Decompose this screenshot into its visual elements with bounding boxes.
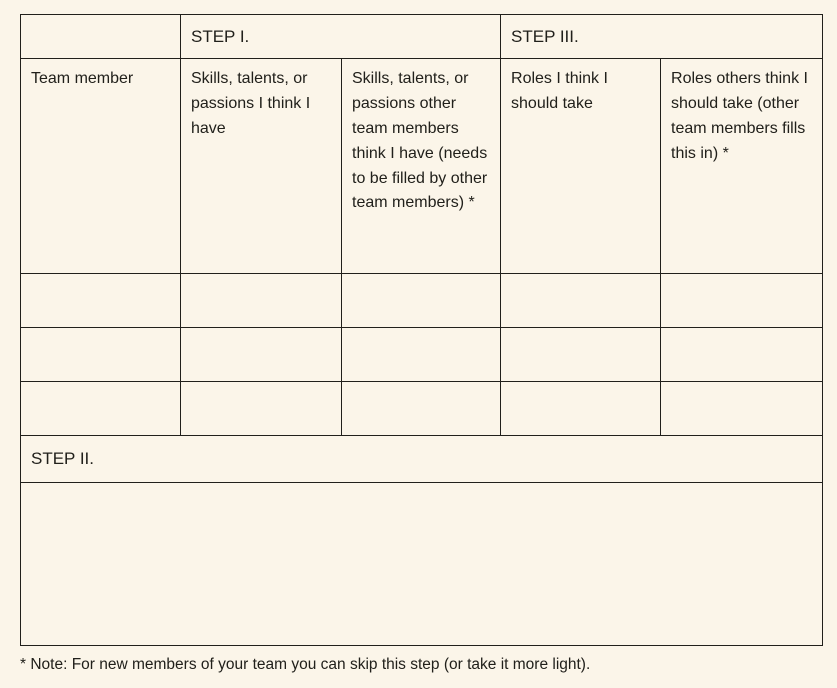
entry-cell[interactable] xyxy=(342,382,501,436)
entry-cell[interactable] xyxy=(661,382,823,436)
entry-cell[interactable] xyxy=(501,382,661,436)
entry-row xyxy=(21,382,823,436)
column-header-team-member xyxy=(21,59,181,274)
step3-label: STEP III. xyxy=(511,27,579,46)
column-header-roles-others-think xyxy=(661,59,823,274)
column-header-label: Roles I think I should take xyxy=(511,70,608,113)
column-header-label: Skills, talents, or passions other team members think I have (needs to be filled by other team members) * xyxy=(352,70,488,212)
team-roles-table xyxy=(20,14,823,646)
entry-row xyxy=(21,328,823,382)
entry-cell[interactable] xyxy=(342,328,501,382)
step1-header-cell xyxy=(181,15,501,59)
column-header-skills-others-think xyxy=(342,59,501,274)
column-header-row xyxy=(21,59,823,274)
corner-cell xyxy=(21,15,181,59)
entry-cell[interactable] xyxy=(21,382,181,436)
column-header-label: Skills, talents, or passions I think I have xyxy=(191,70,311,137)
entry-cell[interactable] xyxy=(501,274,661,328)
step-header-row xyxy=(21,15,823,59)
entry-cell[interactable] xyxy=(181,328,342,382)
column-header-skills-i-think xyxy=(181,59,342,274)
entry-cell[interactable] xyxy=(21,328,181,382)
column-header-label: Roles others think I should take (other team members fills this in) * xyxy=(671,70,808,162)
entry-cell[interactable] xyxy=(21,274,181,328)
entry-cell[interactable] xyxy=(181,274,342,328)
column-header-label: Team member xyxy=(31,70,134,88)
step2-label: STEP II. xyxy=(31,449,94,469)
entry-cell[interactable] xyxy=(181,382,342,436)
step2-header-cell xyxy=(21,436,823,483)
step3-header-cell xyxy=(501,15,823,59)
entry-cell[interactable] xyxy=(342,274,501,328)
step2-workspace-cell[interactable] xyxy=(21,483,823,646)
column-header-roles-i-think xyxy=(501,59,661,274)
step1-label: STEP I. xyxy=(191,27,250,46)
entry-row xyxy=(21,274,823,328)
entry-cell[interactable] xyxy=(501,328,661,382)
entry-cell[interactable] xyxy=(661,328,823,382)
footnote: * Note: For new members of your team you can skip this step (or take it more light). xyxy=(20,656,591,673)
step2-header-row xyxy=(21,436,823,483)
entry-cell[interactable] xyxy=(661,274,823,328)
step2-workspace-row xyxy=(21,483,823,646)
